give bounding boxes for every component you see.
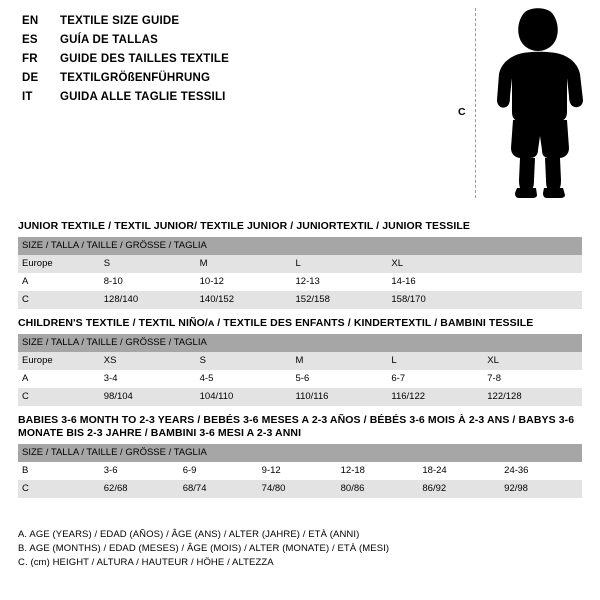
cell-region: Europe xyxy=(18,352,100,370)
section-title-children: CHILDREN'S TEXTILE / TEXTIL NIÑO/ᴀ / TEXTILE DES ENFANTS / KINDERTEXTIL / BAMBINI TESSILE xyxy=(18,317,534,329)
table-header-row xyxy=(18,444,582,462)
table-header-label: SIZE / TALLA / TAILLE / GRÖSSE / TAGLIA xyxy=(18,334,582,352)
cell-value: 152/158 xyxy=(292,291,388,309)
note-height: C. (cm) HEIGHT / ALTURA / HAUTEUR / HÖHE / ALTEZZA xyxy=(18,557,274,568)
table-header-row xyxy=(18,237,582,255)
language-row xyxy=(22,71,352,85)
cell-size: L xyxy=(292,255,388,273)
cell-size: M xyxy=(196,255,292,273)
cell-value: 62/68 xyxy=(100,480,179,498)
language-title: GUIDE DES TAILLES TEXTILE xyxy=(60,53,229,65)
size-tables xyxy=(18,212,582,498)
language-title: GUÍA DE TALLAS xyxy=(60,34,158,46)
language-code: DE xyxy=(22,72,39,84)
cell-value: 24-36 xyxy=(500,462,582,480)
section-title-junior: JUNIOR TEXTILE / TEXTIL JUNIOR/ TEXTILE JUNIOR / JUNIORTEXTIL / JUNIOR TESSILE xyxy=(18,220,470,232)
cell-measure-key: A xyxy=(18,370,100,388)
cell-empty xyxy=(483,255,582,273)
cell-size: XL xyxy=(387,255,483,273)
language-row xyxy=(22,33,352,47)
cell-measure-key: A xyxy=(18,273,100,291)
section-title-babies: BABIES 3-6 MONTH TO 2-3 YEARS / BEBÉS 3-6 MESES A 2-3 AÑOS / BÉBÉS 3-6 MOIS À 2-3 ANS / BABYS 3-6 MONATE BIS 2-3 JAHRE / BAMBINI 3-6 MESI A 2-3 ANNI xyxy=(18,414,575,439)
cell-value: 104/110 xyxy=(196,388,292,406)
cell-value: 128/140 xyxy=(100,291,196,309)
cell-size: S xyxy=(196,352,292,370)
cell-measure-key: C xyxy=(18,291,100,309)
cell-value: 92/98 xyxy=(500,480,582,498)
language-code: ES xyxy=(22,34,38,46)
cell-value: 7-8 xyxy=(483,370,582,388)
language-title: TEXTILE SIZE GUIDE xyxy=(60,15,180,27)
language-title: TEXTILGRÖßENFÜHRUNG xyxy=(60,72,211,84)
header xyxy=(0,0,600,210)
cell-value: 3-4 xyxy=(100,370,196,388)
cell-value: 80/86 xyxy=(337,480,419,498)
size-table-children xyxy=(18,334,582,406)
cell-value: 116/122 xyxy=(387,388,483,406)
size-table-junior xyxy=(18,237,582,309)
cell-measure-key: C xyxy=(18,480,100,498)
cell-size: M xyxy=(292,352,388,370)
cell-measure-key: B xyxy=(18,462,100,480)
note-age-years: A. AGE (YEARS) / EDAD (AÑOS) / ÂGE (ANS) / ALTER (JAHRE) / ETÀ (ANNI) xyxy=(18,529,360,540)
cell-value: 110/116 xyxy=(292,388,388,406)
cell-value: 8-10 xyxy=(100,273,196,291)
cell-value: 18-24 xyxy=(418,462,500,480)
cell-value: 68/74 xyxy=(179,480,258,498)
cell-value: 12-18 xyxy=(337,462,419,480)
size-table-babies xyxy=(18,444,582,498)
cell-value: 10-12 xyxy=(196,273,292,291)
table-row xyxy=(18,291,582,309)
note-age-months: B. AGE (MONTHS) / EDAD (MESES) / ÂGE (MOIS) / ALTER (MONATE) / ETÀ (MESI) xyxy=(18,543,390,554)
table-row xyxy=(18,388,582,406)
cell-empty xyxy=(483,291,582,309)
cell-value: 122/128 xyxy=(483,388,582,406)
language-row xyxy=(22,14,352,28)
cell-value: 86/92 xyxy=(418,480,500,498)
language-title: GUIDA ALLE TAGLIE TESSILI xyxy=(60,91,226,103)
language-code: FR xyxy=(22,53,38,65)
table-row xyxy=(18,462,582,480)
cell-value: 6-9 xyxy=(179,462,258,480)
cell-value: 12-13 xyxy=(292,273,388,291)
language-title-list xyxy=(22,14,352,109)
cell-value: 140/152 xyxy=(196,291,292,309)
table-row xyxy=(18,480,582,498)
cell-region: Europe xyxy=(18,255,100,273)
language-code: EN xyxy=(22,15,39,27)
language-row xyxy=(22,52,352,66)
measurement-figure xyxy=(455,0,600,210)
cell-size: XS xyxy=(100,352,196,370)
cell-value: 3-6 xyxy=(100,462,179,480)
cell-size: L xyxy=(387,352,483,370)
cell-size: XL xyxy=(483,352,582,370)
height-measure-label: C xyxy=(458,106,466,118)
table-row xyxy=(18,352,582,370)
table-row xyxy=(18,370,582,388)
cell-value: 98/104 xyxy=(100,388,196,406)
table-header-row xyxy=(18,334,582,352)
table-header-label: SIZE / TALLA / TAILLE / GRÖSSE / TAGLIA xyxy=(18,237,582,255)
cell-size: S xyxy=(100,255,196,273)
toddler-silhouette-icon xyxy=(489,8,594,198)
cell-empty xyxy=(483,273,582,291)
cell-value: 6-7 xyxy=(387,370,483,388)
language-code: IT xyxy=(22,91,33,103)
table-header-label: SIZE / TALLA / TAILLE / GRÖSSE / TAGLIA xyxy=(18,444,582,462)
cell-measure-key: C xyxy=(18,388,100,406)
cell-value: 9-12 xyxy=(258,462,337,480)
table-row xyxy=(18,255,582,273)
cell-value: 158/170 xyxy=(387,291,483,309)
language-row xyxy=(22,90,352,104)
table-row xyxy=(18,273,582,291)
legend-notes xyxy=(18,528,582,570)
height-guide-line xyxy=(475,8,476,198)
cell-value: 5-6 xyxy=(292,370,388,388)
cell-value: 74/80 xyxy=(258,480,337,498)
cell-value: 14-16 xyxy=(387,273,483,291)
cell-value: 4-5 xyxy=(196,370,292,388)
